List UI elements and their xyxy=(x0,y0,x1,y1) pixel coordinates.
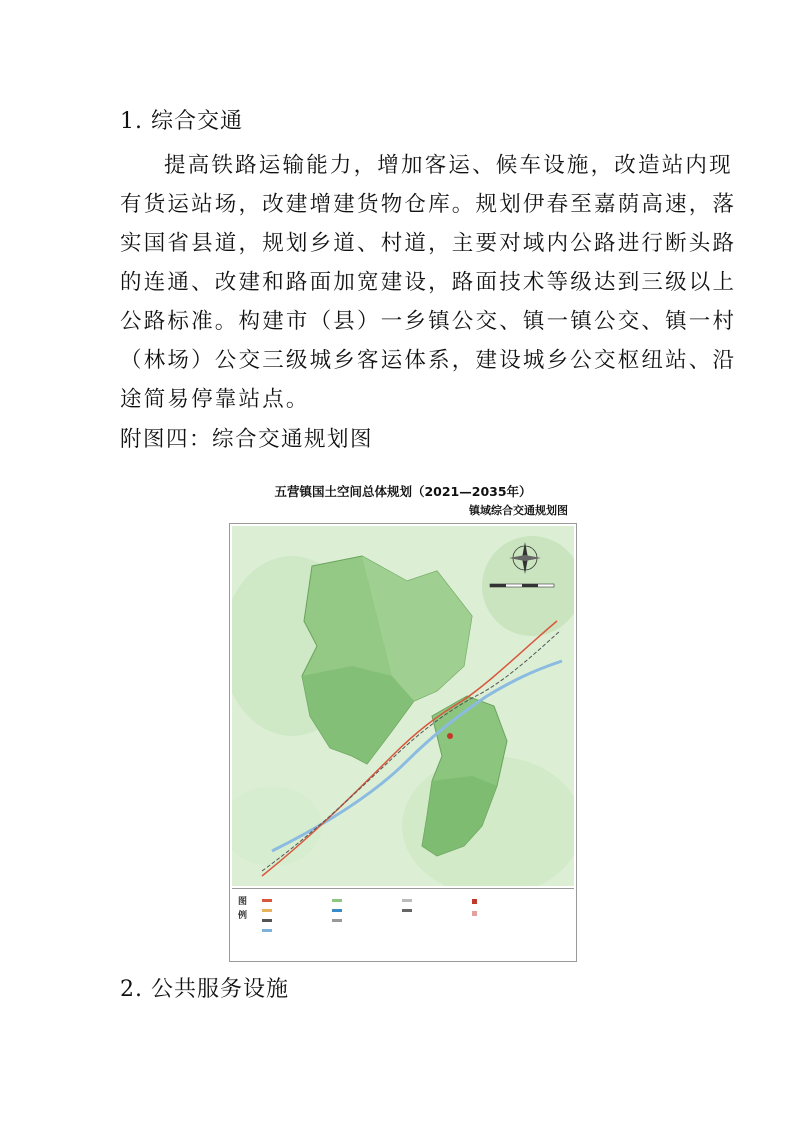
scale-bar xyxy=(490,584,554,587)
legend-swatch-line xyxy=(402,909,412,912)
map-frame xyxy=(229,523,577,962)
paragraph-line: （林场）公交三级城乡客运体系，建设城乡公交枢纽站、沿 xyxy=(120,348,737,373)
map-legend xyxy=(232,888,574,947)
legend-swatch-boundary xyxy=(332,919,342,922)
legend-swatch-station xyxy=(472,911,477,916)
paragraph-line: 公路标准。构建市（县）一乡镇公交、镇一镇公交、镇一村 xyxy=(120,309,737,334)
legend-swatch-river xyxy=(262,929,272,932)
section-heading-transport: 1. 综合交通 xyxy=(120,109,243,134)
paragraph-line: 提高铁路运输能力，增加客运、候车设施，改造站内现 xyxy=(164,153,733,178)
figure-caption: 附图四：综合交通规划图 xyxy=(120,427,374,452)
paragraph-line: 途简易停靠站点。 xyxy=(120,387,310,412)
legend-swatch-road xyxy=(262,909,272,912)
legend-swatch-forest xyxy=(332,899,342,902)
legend-swatch-water xyxy=(332,909,342,912)
transport-plan-map-figure xyxy=(226,478,580,964)
section-heading-public-services: 2. 公共服务设施 xyxy=(120,977,289,1002)
transport-paragraph xyxy=(120,146,737,419)
legend-swatch-other xyxy=(402,899,412,902)
paragraph-line: 的连通、改建和路面加宽建设，路面技术等级达到三级以上 xyxy=(120,270,737,295)
map-subtitle: 镇域综合交通规划图 xyxy=(469,504,568,517)
legend-swatch-highway xyxy=(262,899,272,902)
legend-swatch-town xyxy=(472,899,477,904)
paragraph-line: 实国省县道，规划乡道、村道，主要对域内公路进行断头路 xyxy=(120,231,737,256)
legend-title: 图例 xyxy=(238,897,248,921)
map-image xyxy=(232,526,574,886)
paragraph-line: 有货运站场，改建增建货物仓库。规划伊春至嘉荫高速，落 xyxy=(120,192,737,217)
map-title: 五营镇国土空间总体规划（2021—2035年） xyxy=(274,484,532,499)
legend-swatch-railway xyxy=(262,919,272,922)
